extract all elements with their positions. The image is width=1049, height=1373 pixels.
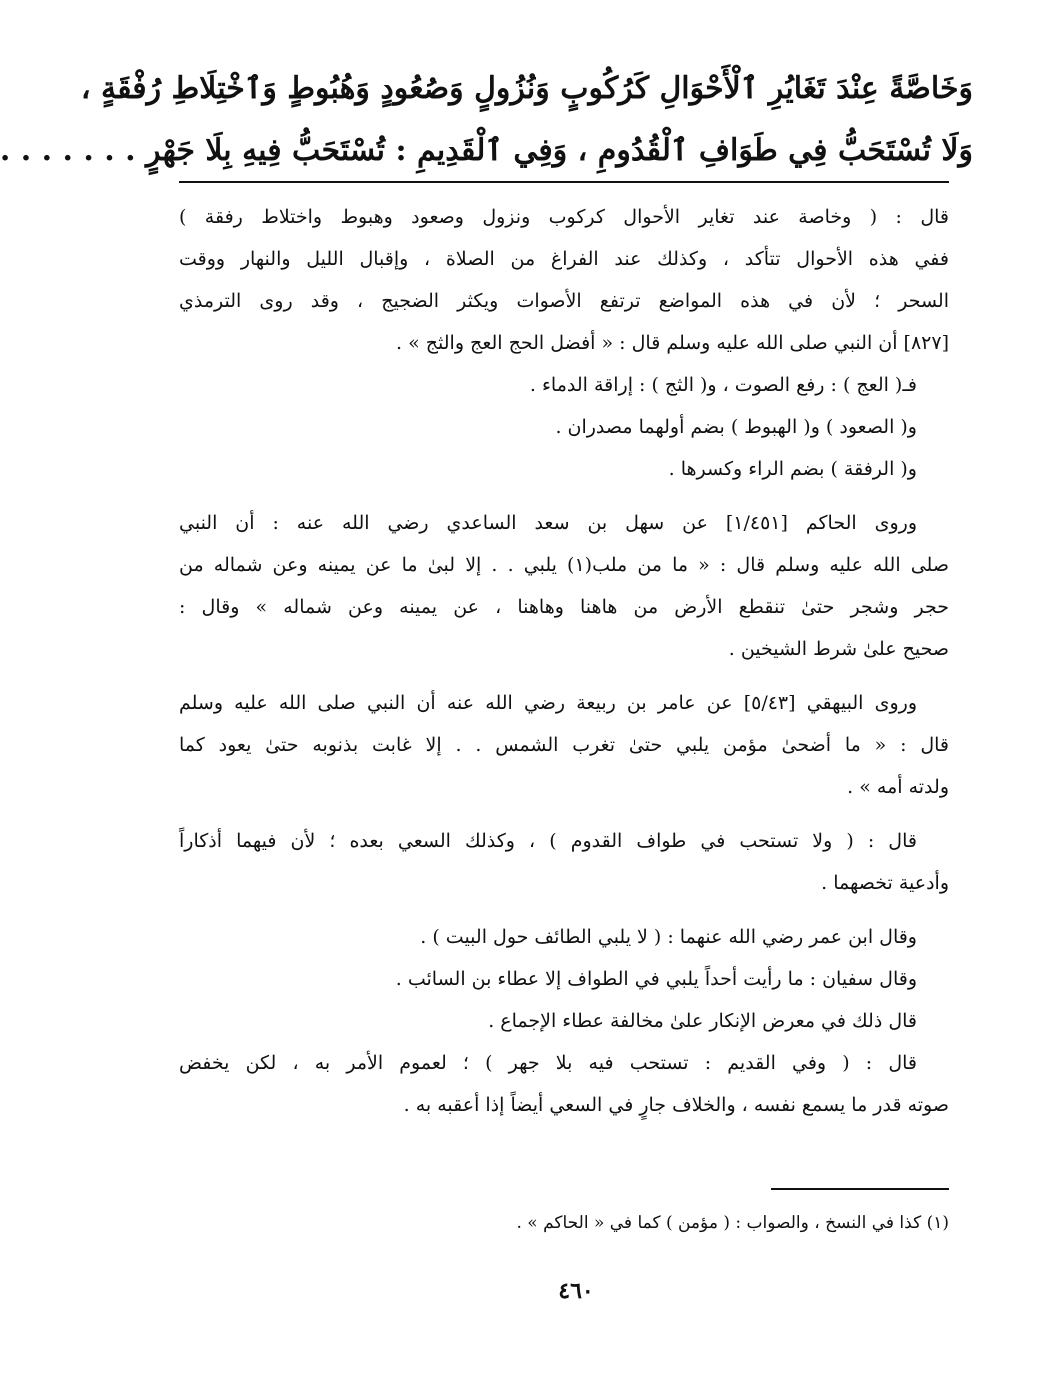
commentary-line: ولدته أمه » . xyxy=(847,776,949,798)
commentary-line: صحيح علىٰ شرط الشيخين . xyxy=(728,638,949,660)
commentary-line: وروى البيهقي [٥/٤٣] عن عامر بن ربيعة رضي الله عنه أن النبي صلى الله عليه وسلم xyxy=(179,692,917,714)
commentary-line: و( الصعود ) و( الهبوط ) بضم أولهما مصدران . xyxy=(555,416,917,438)
commentary-line: و( الرفقة ) بضم الراء وكسرها . xyxy=(668,458,917,480)
page-number: ٤٦٠ xyxy=(558,1278,594,1304)
commentary-line: قال ذلك في معرض الإنكار علىٰ مخالفة عطاء الإجماع . xyxy=(488,1010,917,1032)
commentary-line: وقال سفيان : ما رأيت أحداً يلبي في الطواف إلا عطاء بن السائب . xyxy=(395,968,917,990)
matn-line: وَخَاصَّةً عِنْدَ تَغَايُرِ ٱلْأَحْوَالِ كَرُكُوبٍ وَنُزُولٍ وَصُعُودٍ وَهُبُوطٍ وَٱخْتِلَاطِ رُفْقَةٍ ، xyxy=(80,71,973,106)
commentary-line: [٨٢٧] أن النبي صلى الله عليه وسلم قال : « أفضل الحج العج والثج » . xyxy=(396,332,949,354)
commentary-line: صوته قدر ما يسمع نفسه ، والخلاف جارٍ في السعي أيضاً إذا أعقبه به . xyxy=(403,1094,949,1116)
matn-text xyxy=(0,58,973,182)
commentary-line: صلى الله عليه وسلم قال : « ما من ملب(١) يلبي . . إلا لبىٰ ما عن يمينه وعن شماله من xyxy=(179,554,949,576)
commentary-text xyxy=(179,196,949,1126)
commentary-line: السحر ؛ لأن في هذه المواضع ترتفع الأصوات ويكثر الضجيج ، وقد روى الترمذي xyxy=(179,290,949,312)
commentary-line: قال : ( وخاصة عند تغاير الأحوال كركوب ونزول وصعود وهبوط واختلاط رفقة ) xyxy=(179,206,949,228)
matn-line: وَلَا تُسْتَحَبُّ فِي طَوَافِ ٱلْقُدُومِ ، وَفِي ٱلْقَدِيمِ : تُسْتَحَبُّ فِيهِ بِلَا جَهْرٍ . . . . . . . xyxy=(0,133,973,168)
matn-separator-rule xyxy=(179,181,949,183)
commentary-line: قال : ( وفي القديم : تستحب فيه بلا جهر ) ؛ لعموم الأمر به ، لكن يخفض xyxy=(179,1052,917,1074)
commentary-line: وأدعية تخصهما . xyxy=(821,872,949,894)
commentary-line: فـ( العج ) : رفع الصوت ، و( الثج ) : إراقة الدماء . xyxy=(529,374,917,396)
commentary-line: وروى الحاكم [١/٤٥١] عن سهل بن سعد الساعدي رضي الله عنه : أن النبي xyxy=(179,512,918,534)
commentary-line: حجر وشجر حتىٰ تنقطع الأرض من هاهنا وهاهنا ، عن يمينه وعن شماله » وقال : xyxy=(179,596,949,618)
footnote: (١) كذا في النسخ ، والصواب : ( مؤمن ) كما في « الحاكم » . xyxy=(516,1213,949,1233)
commentary-line: قال : ( ولا تستحب في طواف القدوم ) ، وكذلك السعي بعده ؛ لأن فيهما أذكاراً xyxy=(179,830,917,852)
commentary-line: قال : « ما أضحىٰ مؤمن يلبي حتىٰ تغرب الشمس . . إلا غابت بذنوبه حتىٰ يعود كما xyxy=(179,734,949,756)
commentary-line: وقال ابن عمر رضي الله عنهما : ( لا يلبي الطائف حول البيت ) . xyxy=(420,926,917,948)
commentary-line: ففي هذه الأحوال تتأكد ، وكذلك عند الفراغ من الصلاة ، وإقبال الليل والنهار ووقت xyxy=(179,248,949,270)
footnote-separator-rule xyxy=(771,1188,949,1190)
